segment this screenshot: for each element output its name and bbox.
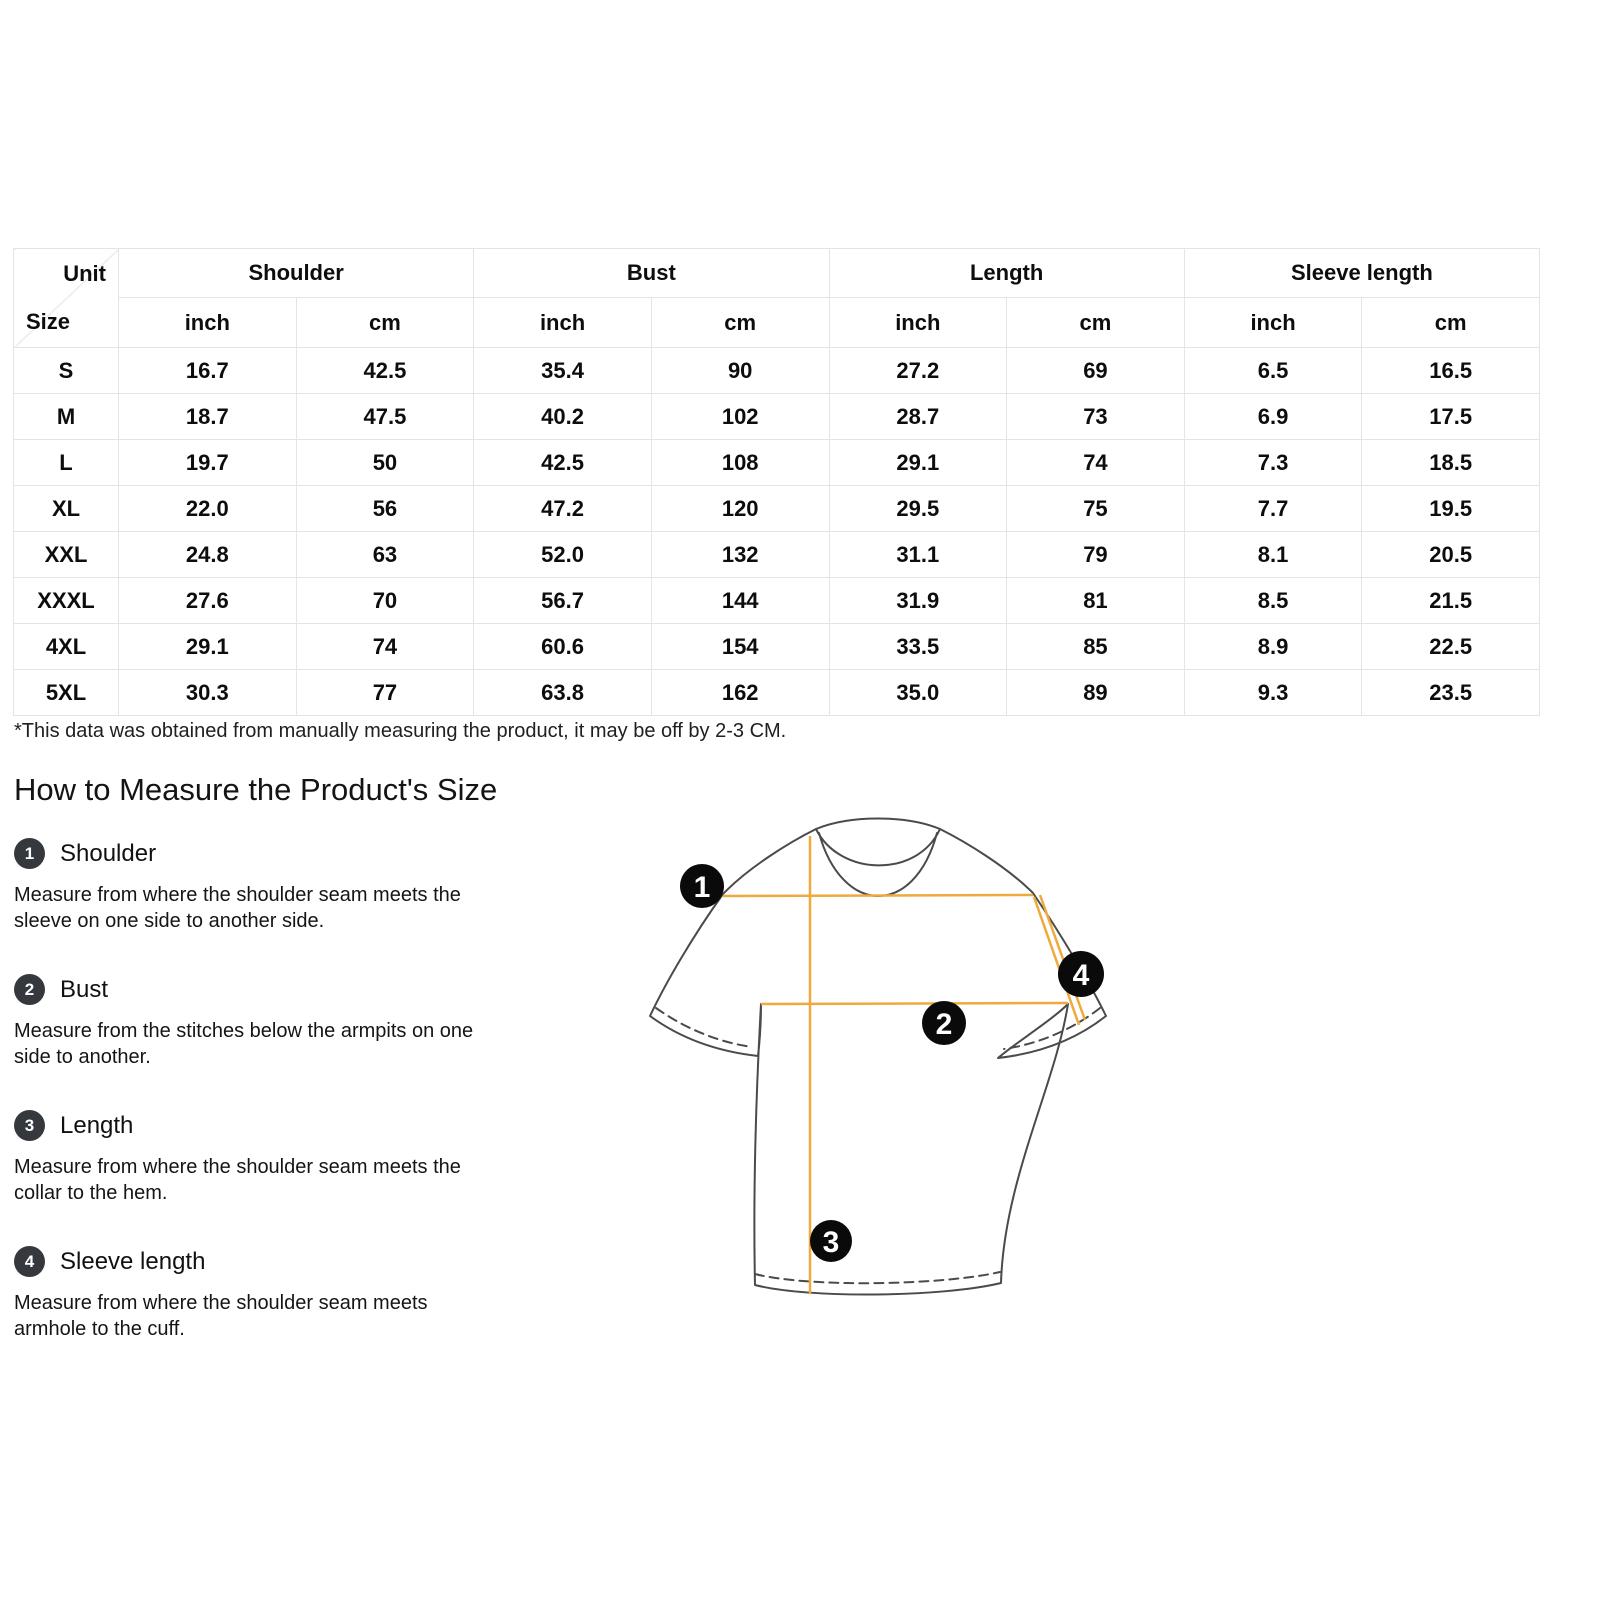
guide-item-head xyxy=(14,1246,574,1277)
tshirt-diagram xyxy=(648,796,1128,1308)
unit-label: Unit xyxy=(63,261,106,286)
step-number-badge xyxy=(14,838,45,869)
measurement-cell: 89 xyxy=(1007,670,1185,716)
step-number-badge xyxy=(14,974,45,1005)
measurement-cell: 162 xyxy=(651,670,829,716)
badge-number: 4 xyxy=(1072,959,1090,992)
row-size-label: XL xyxy=(14,486,119,532)
measurement-cell: 7.3 xyxy=(1184,440,1362,486)
measurement-cell: 56 xyxy=(296,486,474,532)
diagram-badge-shoulder xyxy=(680,864,724,908)
step-title: Length xyxy=(60,1111,134,1139)
row-size-label: L xyxy=(14,440,119,486)
unit-header: cm xyxy=(1007,298,1185,348)
measurement-cell: 29.5 xyxy=(829,486,1007,532)
table-units-header-row xyxy=(14,298,1540,348)
measurement-cell: 23.5 xyxy=(1362,670,1540,716)
group-header-bust: Bust xyxy=(474,249,829,298)
measurement-cell: 85 xyxy=(1007,624,1185,670)
row-size-label: XXXL xyxy=(14,578,119,624)
step-description: Measure from where the shoulder seam meets armhole to the cuff. xyxy=(14,1292,428,1340)
group-header-length: Length xyxy=(829,249,1184,298)
step-description: Measure from where the shoulder seam meets the sleeve on one side to another side. xyxy=(14,884,461,932)
table-row xyxy=(14,670,1540,716)
measurement-cell: 18.5 xyxy=(1362,440,1540,486)
size-table-body xyxy=(14,348,1540,716)
guide-item xyxy=(14,1110,574,1206)
measurement-cell: 19.7 xyxy=(119,440,297,486)
measure-line-shoulder xyxy=(723,895,1033,896)
guide-items xyxy=(14,838,574,1382)
step-number: 1 xyxy=(24,843,35,863)
measurement-cell: 18.7 xyxy=(119,394,297,440)
measurement-cell: 16.7 xyxy=(119,348,297,394)
measurement-cell: 22.0 xyxy=(119,486,297,532)
measurement-cell: 31.9 xyxy=(829,578,1007,624)
measurement-cell: 24.8 xyxy=(119,532,297,578)
row-size-label: S xyxy=(14,348,119,394)
table-footnote: *This data was obtained from manually measuring the product, it may be off by 2-3 CM. xyxy=(14,720,787,742)
group-header-sleeve-length: Sleeve length xyxy=(1184,249,1539,298)
measurement-cell: 50 xyxy=(296,440,474,486)
measure-line-bust xyxy=(761,1003,1068,1004)
measurement-cell: 60.6 xyxy=(474,624,652,670)
table-row xyxy=(14,624,1540,670)
table-group-header-row xyxy=(14,249,1540,298)
step-title: Shoulder xyxy=(60,839,157,867)
guide-item xyxy=(14,974,574,1070)
unit-header: inch xyxy=(1184,298,1362,348)
measurement-cell: 7.7 xyxy=(1184,486,1362,532)
measurement-cell: 27.2 xyxy=(829,348,1007,394)
measurement-cell: 63 xyxy=(296,532,474,578)
table-row xyxy=(14,532,1540,578)
unit-header: cm xyxy=(296,298,474,348)
guide-item-head xyxy=(14,1110,574,1141)
measurement-cell: 19.5 xyxy=(1362,486,1540,532)
unit-header: inch xyxy=(474,298,652,348)
measurement-cell: 8.9 xyxy=(1184,624,1362,670)
table-row xyxy=(14,394,1540,440)
measurement-cell: 69 xyxy=(1007,348,1185,394)
step-title: Bust xyxy=(60,975,109,1003)
measurement-cell: 56.7 xyxy=(474,578,652,624)
measurement-cell: 120 xyxy=(651,486,829,532)
guide-item-head xyxy=(14,838,574,869)
badge-number: 1 xyxy=(693,871,711,904)
measurement-cell: 29.1 xyxy=(829,440,1007,486)
step-title: Sleeve length xyxy=(60,1247,206,1275)
table-row xyxy=(14,348,1540,394)
table-row xyxy=(14,440,1540,486)
measurement-cell: 52.0 xyxy=(474,532,652,578)
measurement-cell: 144 xyxy=(651,578,829,624)
measurement-cell: 6.5 xyxy=(1184,348,1362,394)
size-label: Size xyxy=(26,309,71,334)
row-size-label: M xyxy=(14,394,119,440)
measurement-cell: 22.5 xyxy=(1362,624,1540,670)
measurement-cell: 79 xyxy=(1007,532,1185,578)
measurement-cell: 42.5 xyxy=(296,348,474,394)
guide-item-head xyxy=(14,974,574,1005)
unit-header: cm xyxy=(1362,298,1540,348)
size-table xyxy=(13,248,1540,716)
measurement-cell: 47.2 xyxy=(474,486,652,532)
unit-header: inch xyxy=(829,298,1007,348)
measurement-cell: 70 xyxy=(296,578,474,624)
step-number-badge xyxy=(14,1246,45,1277)
step-number: 4 xyxy=(24,1251,35,1271)
measurement-cell: 33.5 xyxy=(829,624,1007,670)
table-row xyxy=(14,578,1540,624)
measurement-cell: 28.7 xyxy=(829,394,1007,440)
table-row xyxy=(14,486,1540,532)
diagram-badge-length xyxy=(810,1220,852,1262)
diagram-badge-bust xyxy=(922,1001,966,1045)
unit-size-corner-cell xyxy=(14,249,119,348)
measurement-cell: 90 xyxy=(651,348,829,394)
measurement-cell: 29.1 xyxy=(119,624,297,670)
badge-number: 3 xyxy=(822,1226,840,1259)
measurement-cell: 8.1 xyxy=(1184,532,1362,578)
step-description: Measure from where the shoulder seam meets the collar to the hem. xyxy=(14,1156,461,1204)
measurement-cell: 9.3 xyxy=(1184,670,1362,716)
row-size-label: 4XL xyxy=(14,624,119,670)
badge-number: 2 xyxy=(935,1008,953,1041)
measurement-cell: 17.5 xyxy=(1362,394,1540,440)
measurement-cell: 31.1 xyxy=(829,532,1007,578)
step-number: 2 xyxy=(24,979,35,999)
guide-item xyxy=(14,1246,574,1342)
measurement-cell: 154 xyxy=(651,624,829,670)
measurement-cell: 81 xyxy=(1007,578,1185,624)
measurement-cell: 21.5 xyxy=(1362,578,1540,624)
measurement-cell: 40.2 xyxy=(474,394,652,440)
measurement-cell: 8.5 xyxy=(1184,578,1362,624)
measurement-cell: 27.6 xyxy=(119,578,297,624)
measurement-cell: 74 xyxy=(296,624,474,670)
diagram-badge-sleeve xyxy=(1058,951,1104,997)
step-number: 3 xyxy=(24,1115,35,1135)
step-description: Measure from the stitches below the armpits on one side to another. xyxy=(14,1020,474,1068)
measurement-cell: 35.4 xyxy=(474,348,652,394)
unit-header: inch xyxy=(119,298,297,348)
measurement-cell: 132 xyxy=(651,532,829,578)
row-size-label: 5XL xyxy=(14,670,119,716)
measurement-cell: 77 xyxy=(296,670,474,716)
group-header-shoulder: Shoulder xyxy=(119,249,474,298)
measurement-cell: 63.8 xyxy=(474,670,652,716)
measurement-cell: 35.0 xyxy=(829,670,1007,716)
measurement-cell: 108 xyxy=(651,440,829,486)
measurement-cell: 47.5 xyxy=(296,394,474,440)
measurement-cell: 73 xyxy=(1007,394,1185,440)
guide-heading: How to Measure the Product's Size xyxy=(14,772,498,807)
measurement-cell: 42.5 xyxy=(474,440,652,486)
measurement-cell: 30.3 xyxy=(119,670,297,716)
measurement-cell: 6.9 xyxy=(1184,394,1362,440)
measurement-cell: 102 xyxy=(651,394,829,440)
measurement-cell: 16.5 xyxy=(1362,348,1540,394)
measurement-cell: 75 xyxy=(1007,486,1185,532)
unit-header: cm xyxy=(651,298,829,348)
guide-item xyxy=(14,838,574,934)
measurement-cell: 20.5 xyxy=(1362,532,1540,578)
step-number-badge xyxy=(14,1110,45,1141)
measurement-cell: 74 xyxy=(1007,440,1185,486)
row-size-label: XXL xyxy=(14,532,119,578)
